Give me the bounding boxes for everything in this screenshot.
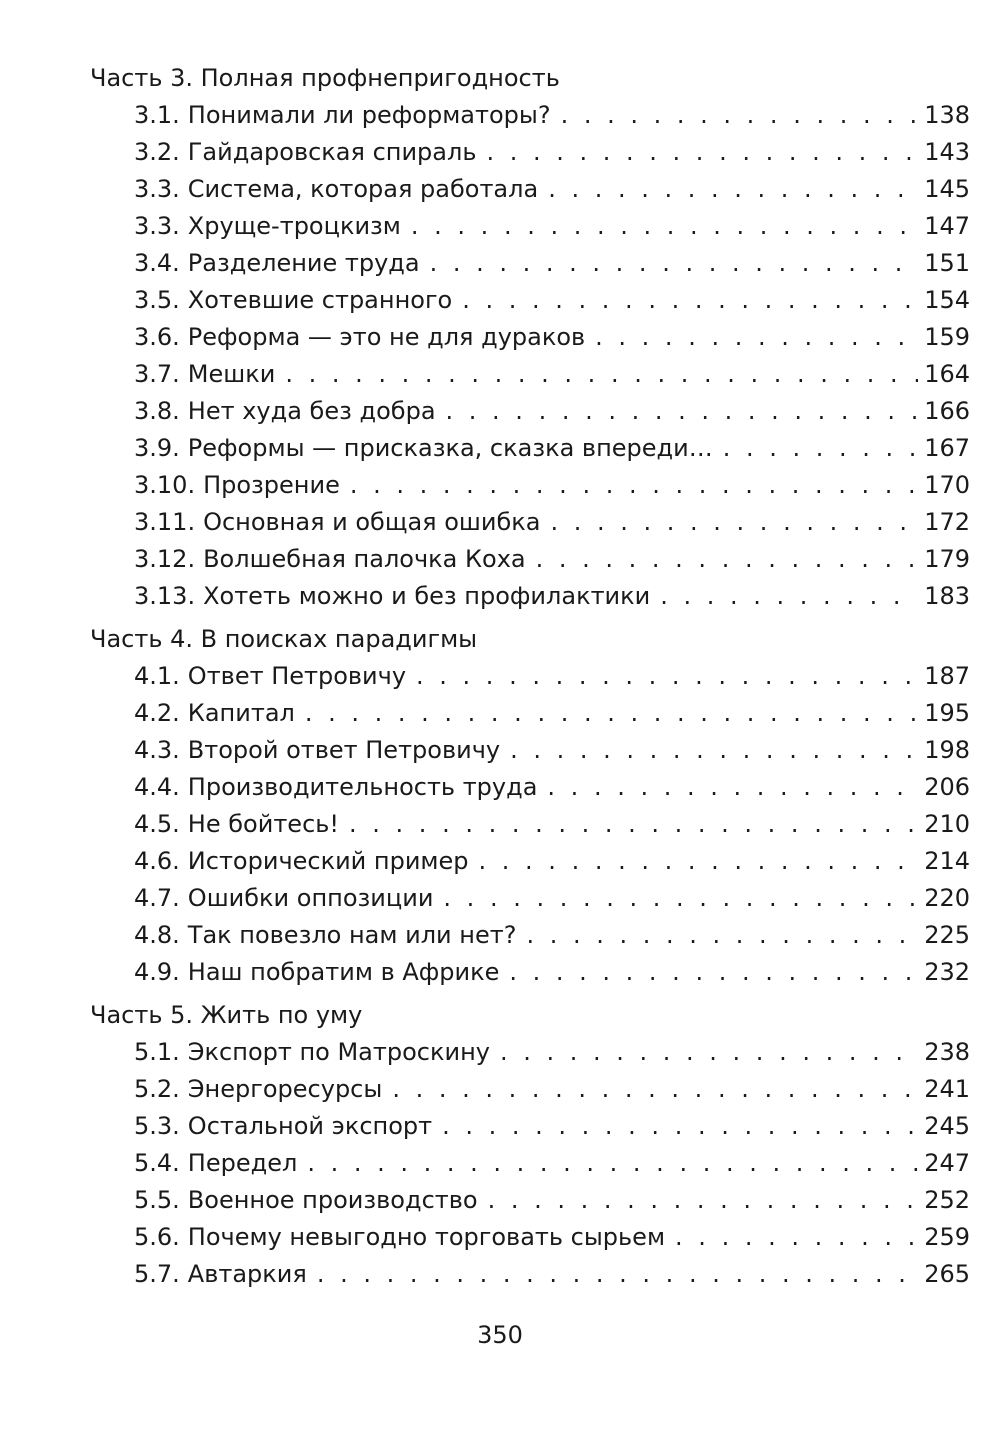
dot-leader [510, 732, 918, 769]
dot-leader [462, 282, 918, 319]
toc-entry [134, 430, 970, 467]
entry-number: 5.4. [134, 1149, 180, 1177]
entry-page-number: 241 [924, 1075, 970, 1103]
dot-leader [430, 245, 919, 282]
dot-leader [349, 806, 918, 843]
part-title: Часть 5. Жить по уму [90, 1001, 363, 1029]
dot-leader [479, 843, 919, 880]
entry-number: 3.8. [134, 397, 180, 425]
entry-title: Военное производство [187, 1186, 478, 1214]
dot-leader [488, 1182, 919, 1219]
toc-entry [134, 1145, 970, 1182]
toc-entry [134, 1071, 970, 1108]
dot-leader [443, 880, 918, 917]
entry-page-number: 232 [924, 958, 970, 986]
dot-leader [305, 695, 918, 732]
dot-leader [548, 171, 918, 208]
toc-entry [134, 504, 970, 541]
toc-entry [134, 319, 970, 356]
toc-entry [134, 954, 970, 991]
entry-page-number: 143 [924, 138, 970, 166]
entry-number: 3.12. [134, 545, 196, 573]
entry-page-number: 198 [924, 736, 970, 764]
dot-leader [536, 541, 919, 578]
entry-page-number: 147 [924, 212, 970, 240]
entry-number: 4.5. [134, 810, 180, 838]
toc-entry [134, 541, 970, 578]
toc-entry [134, 658, 970, 695]
entry-title: Ответ Петровичу [187, 662, 407, 690]
entry-title: Наш побратим в Африке [187, 958, 500, 986]
entry-number: 5.6. [134, 1223, 180, 1251]
entry-title: Гайдаровская спираль [187, 138, 477, 166]
dot-leader [442, 1108, 918, 1145]
toc-entry [134, 1256, 970, 1293]
part-title: Часть 3. Полная профнепригодность [90, 64, 560, 92]
dot-leader [526, 917, 918, 954]
toc-entry [134, 245, 970, 282]
entry-page-number: 195 [924, 699, 970, 727]
entry-page-number: 183 [924, 582, 970, 610]
entry-number: 5.1. [134, 1038, 180, 1066]
entry-title: Автаркия [187, 1260, 307, 1288]
dot-leader [416, 658, 918, 695]
toc-entry [134, 1219, 970, 1256]
entry-number: 4.3. [134, 736, 180, 764]
entry-number: 3.4. [134, 249, 180, 277]
toc-entry [134, 1034, 970, 1071]
entry-page-number: 138 [924, 101, 970, 129]
entry-number: 3.6. [134, 323, 180, 351]
entry-title: Нет худа без добра [187, 397, 436, 425]
entry-page-number: 166 [924, 397, 970, 425]
entry-title: Ошибки оппозиции [187, 884, 434, 912]
dot-leader [307, 1145, 918, 1182]
table-of-contents [90, 60, 970, 1293]
dot-leader [350, 467, 918, 504]
entry-title: Основная и общая ошибка [203, 508, 541, 536]
part-entries [90, 1034, 970, 1293]
toc-entry [134, 1182, 970, 1219]
entry-page-number: 167 [924, 434, 970, 462]
entry-number: 3.9. [134, 434, 180, 462]
entry-page-number: 238 [924, 1038, 970, 1066]
entry-page-number: 172 [924, 508, 970, 536]
entry-title: Разделение труда [187, 249, 420, 277]
toc-entry [134, 880, 970, 917]
entry-page-number: 154 [924, 286, 970, 314]
entry-title: Хотеть можно и без профилактики [203, 582, 651, 610]
part-entries [90, 97, 970, 615]
entry-title: Второй ответ Петровичу [187, 736, 501, 764]
entry-number: 3.13. [134, 582, 196, 610]
toc-entry [134, 695, 970, 732]
toc-part-5 [90, 997, 970, 1293]
entry-page-number: 206 [924, 773, 970, 801]
entry-number: 4.2. [134, 699, 180, 727]
toc-entry [134, 843, 970, 880]
entry-page-number: 159 [924, 323, 970, 351]
toc-entry [134, 282, 970, 319]
entry-page-number: 151 [924, 249, 970, 277]
toc-entry [134, 806, 970, 843]
entry-number: 3.3. [134, 175, 180, 203]
entry-title: Исторический пример [187, 847, 469, 875]
dot-leader [486, 134, 918, 171]
dot-leader [561, 97, 919, 134]
entry-page-number: 247 [924, 1149, 970, 1177]
entry-number: 4.1. [134, 662, 180, 690]
entry-title: Так повезло нам или нет? [187, 921, 517, 949]
dot-leader [547, 769, 918, 806]
dot-leader [392, 1071, 918, 1108]
entry-number: 5.5. [134, 1186, 180, 1214]
entry-title: Передел [187, 1149, 298, 1177]
entry-title: Капитал [187, 699, 295, 727]
dot-leader [317, 1256, 918, 1293]
entry-page-number: 225 [924, 921, 970, 949]
entry-title: Понимали ли реформаторы? [187, 101, 551, 129]
entry-page-number: 145 [924, 175, 970, 203]
page-number: 350 [477, 1321, 523, 1349]
entry-title: Хруще-троцкизм [187, 212, 401, 240]
toc-entry [134, 917, 970, 954]
toc-entry [134, 171, 970, 208]
entry-number: 3.2. [134, 138, 180, 166]
entry-number: 3.3. [134, 212, 180, 240]
entry-title: Производительность труда [187, 773, 538, 801]
toc-part-3 [90, 60, 970, 615]
entry-page-number: 252 [924, 1186, 970, 1214]
dot-leader [411, 208, 918, 245]
entry-title: Реформа — это не для дураков [187, 323, 586, 351]
toc-entry [134, 1108, 970, 1145]
toc-entry [134, 578, 970, 615]
entry-page-number: 265 [924, 1260, 970, 1288]
entry-title: Мешки [187, 360, 276, 388]
entry-number: 3.7. [134, 360, 180, 388]
toc-entry [134, 97, 970, 134]
dot-leader [509, 954, 918, 991]
entry-title: Хотевшие странного [187, 286, 453, 314]
entry-number: 4.9. [134, 958, 180, 986]
entry-title: Не бойтесь! [187, 810, 340, 838]
entry-title: Волшебная палочка Коха [203, 545, 526, 573]
toc-entry [134, 134, 970, 171]
part-title: Часть 4. В поисках парадигмы [90, 625, 478, 653]
entry-page-number: 170 [924, 471, 970, 499]
entry-number: 4.8. [134, 921, 180, 949]
entry-page-number: 187 [924, 662, 970, 690]
entry-page-number: 164 [924, 360, 970, 388]
entry-page-number: 179 [924, 545, 970, 573]
entry-number: 4.6. [134, 847, 180, 875]
toc-entry [134, 208, 970, 245]
toc-entry [134, 732, 970, 769]
entry-number: 3.10. [134, 471, 196, 499]
entry-page-number: 214 [924, 847, 970, 875]
entry-number: 3.5. [134, 286, 180, 314]
dot-leader [446, 393, 919, 430]
entry-number: 3.1. [134, 101, 180, 129]
entry-number: 5.3. [134, 1112, 180, 1140]
toc-entry [134, 769, 970, 806]
toc-entry [134, 467, 970, 504]
toc-entry [134, 393, 970, 430]
dot-leader [550, 504, 918, 541]
entry-number: 5.2. [134, 1075, 180, 1103]
entry-number: 5.7. [134, 1260, 180, 1288]
dot-leader [675, 1219, 918, 1256]
entry-number: 4.7. [134, 884, 180, 912]
part-entries [90, 658, 970, 991]
toc-entry [134, 356, 970, 393]
entry-title: Энергоресурсы [187, 1075, 383, 1103]
entry-page-number: 259 [924, 1223, 970, 1251]
dot-leader [595, 319, 918, 356]
dot-leader [500, 1034, 918, 1071]
entry-title: Реформы — присказка, сказка впереди… [187, 434, 713, 462]
toc-part-4 [90, 621, 970, 991]
entry-number: 3.11. [134, 508, 196, 536]
dot-leader [660, 578, 918, 615]
entry-page-number: 210 [924, 810, 970, 838]
entry-page-number: 220 [924, 884, 970, 912]
dot-leader [285, 356, 918, 393]
dot-leader [723, 430, 918, 467]
entry-title: Прозрение [203, 471, 340, 499]
entry-number: 4.4. [134, 773, 180, 801]
entry-title: Экспорт по Матроскину [187, 1038, 490, 1066]
entry-title: Система, которая работала [187, 175, 539, 203]
entry-page-number: 245 [924, 1112, 970, 1140]
entry-title: Остальной экспорт [187, 1112, 433, 1140]
entry-title: Почему невыгодно торговать сырьем [187, 1223, 666, 1251]
